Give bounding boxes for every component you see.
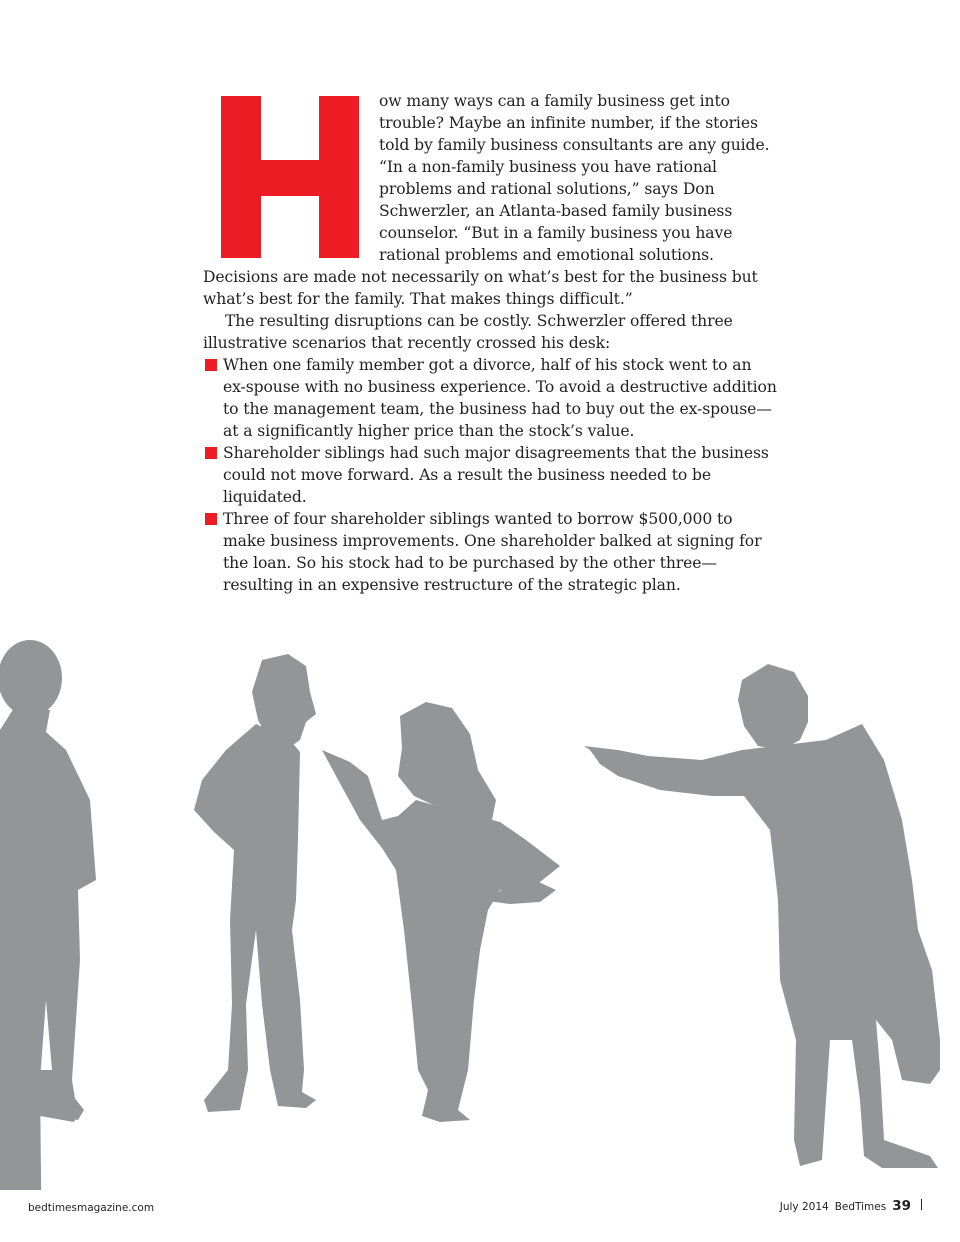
red-square-bullet-icon: [205, 359, 217, 371]
footer-magazine-name: BedTimes: [834, 1201, 887, 1213]
scenario-list: [203, 354, 778, 596]
footer-issue-date: July 2014: [779, 1201, 829, 1213]
quote-paragraph: “In a non-family business you have rational problems and rational solutions,” says Don Schwerzler, an Atlanta-based family business counselor. “But in a family business you have rational problems and emotional solutions. Decisions are made not necessarily on what’s best for the business but what’s best for the family. That makes things difficult.”: [203, 158, 758, 308]
list-item: [203, 354, 778, 442]
intro-paragraph: ow many ways can a family business get into trouble? Maybe an infinite number, if the stories told by family business consultants are any guide.: [379, 92, 770, 154]
list-item: [203, 442, 778, 508]
red-square-bullet-icon: [205, 447, 217, 459]
list-item-text: When one family member got a divorce, half of his stock went to an ex-spouse with no business experience. To avoid a destructive addition to the management team, the business had to buy out the ex-spouse—at a significantly higher price than the stock’s value.: [223, 356, 777, 440]
silhouette-man-left: [0, 640, 96, 1190]
drop-cap-letter-h: [221, 96, 359, 258]
list-item-text: Shareholder siblings had such major disagreements that the business could not move forward. As a result the business needed to be liquidated.: [223, 444, 769, 506]
list-item: [203, 508, 778, 596]
silhouette-young-man: [194, 654, 316, 1112]
red-square-bullet-icon: [205, 513, 217, 525]
footer-folio: [780, 1198, 922, 1214]
drop-cap: [217, 92, 365, 260]
article-body: [203, 90, 778, 596]
footer-divider: [921, 1199, 922, 1210]
footer-website-link[interactable]: bedtimesmagazine.com: [28, 1202, 155, 1214]
silhouette-man-pointing: [584, 664, 940, 1168]
list-item-text: Three of four shareholder siblings wanted to borrow $500,000 to make business improvements. One shareholder balked at signing for the loan. So his stock had to be purchased by the other three—resulting in an expensive restructure of the strategic plan.: [223, 510, 762, 594]
scenarios-intro-paragraph: The resulting disruptions can be costly. Schwerzler offered three illustrative scenarios that recently crossed his desk:: [203, 312, 733, 352]
arguing-family-silhouettes-illustration: [0, 600, 960, 1190]
footer-page-number: 39: [892, 1198, 911, 1214]
page-footer: [0, 1198, 960, 1222]
silhouette-woman-pointing: [322, 702, 560, 1122]
